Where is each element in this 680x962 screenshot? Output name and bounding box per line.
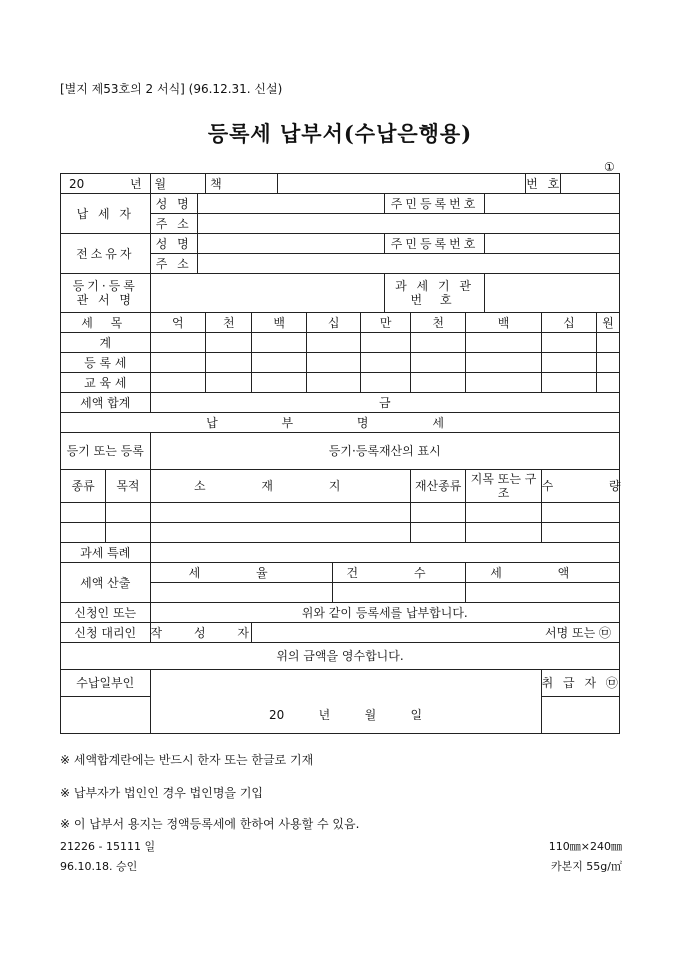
amount-cell[interactable] — [597, 333, 620, 353]
footer-paper: 카본지 55g/㎡ — [550, 860, 622, 873]
calc-count-header: 건 수 — [332, 563, 466, 583]
handler-label: 취 급 자 ㉤ — [541, 670, 619, 697]
calc-rate-header: 세 율 — [150, 563, 332, 583]
detail-cell[interactable] — [466, 503, 541, 523]
note-2: ※ 납부자가 법인인 경우 법인명을 기입 — [60, 786, 264, 800]
registry-office-field[interactable] — [150, 274, 385, 313]
detail-cell[interactable] — [106, 523, 150, 543]
sign-field[interactable] — [252, 623, 620, 643]
unit-8: 십 — [541, 313, 597, 333]
amount-cell[interactable] — [252, 333, 307, 353]
month-label: 월 — [154, 176, 167, 191]
amount-cell[interactable] — [306, 333, 361, 353]
receipt-statement: 위의 금액을 영수합니다. — [61, 643, 620, 670]
registry-office-line-1: 등기·등록 — [72, 279, 138, 293]
amount-cell[interactable] — [410, 373, 466, 393]
amount-cell[interactable] — [541, 373, 597, 393]
footer-size: 110㎜×240㎜ — [548, 840, 622, 853]
receipt-day-label: 일 — [410, 707, 423, 722]
receipt-date-cell — [150, 670, 541, 734]
number-label: 번 호 — [526, 174, 561, 194]
amount-cell[interactable] — [252, 373, 307, 393]
unit-3: 백 — [252, 313, 307, 333]
amount-cell[interactable] — [466, 373, 541, 393]
prev-owner-name-field[interactable] — [197, 234, 384, 254]
applicant-statement: 위와 같이 등록세를 납부합니다. — [150, 603, 619, 623]
note-3: ※ 이 납부서 용지는 정액등록세에 한하여 사용할 수 있음. — [60, 817, 360, 831]
amount-cell[interactable] — [306, 353, 361, 373]
calc-amount-field[interactable] — [466, 583, 620, 603]
total-amount-field[interactable] — [150, 393, 619, 413]
tax-office-line-2: 번 호 — [410, 293, 459, 307]
amount-cell[interactable] — [597, 373, 620, 393]
amount-cell[interactable] — [466, 353, 541, 373]
taxpayer-address-field[interactable] — [197, 214, 619, 234]
amount-cell[interactable] — [361, 353, 410, 373]
stamp-field[interactable] — [61, 697, 151, 734]
year-prefix: 20 — [68, 176, 85, 191]
amount-cell[interactable] — [252, 353, 307, 373]
tax-form-table — [60, 173, 647, 734]
taxpayer-address-label: 주 소 — [150, 214, 197, 234]
calc-rate-field[interactable] — [150, 583, 332, 603]
row-total-label: 계 — [61, 333, 151, 353]
number-value[interactable] — [561, 174, 620, 194]
book-value[interactable] — [278, 174, 526, 194]
footer-code: 21226 - 15111 일 — [60, 840, 156, 853]
prev-owner-id-field[interactable] — [484, 234, 619, 254]
detail-cell[interactable] — [410, 523, 466, 543]
amount-cell[interactable] — [361, 373, 410, 393]
amount-cell[interactable] — [306, 373, 361, 393]
form-reference: [별지 제53호의 2 서식] (96.12.31. 신설) — [60, 82, 283, 96]
applicant-label-2: 신청 대리인 — [61, 623, 151, 643]
handler-field[interactable] — [541, 697, 619, 734]
unit-9: 원 — [597, 313, 620, 333]
purpose-header: 목적 — [106, 470, 150, 503]
asset-kind-header: 재산종류 — [410, 470, 466, 503]
amount-cell[interactable] — [597, 353, 620, 373]
amount-cell[interactable] — [150, 333, 206, 353]
receipt-month-label: 월 — [364, 707, 377, 722]
amount-cell[interactable] — [150, 353, 206, 373]
prev-owner-id-label: 주민등록번호 — [385, 234, 485, 254]
prev-owner-address-label: 주 소 — [150, 254, 197, 274]
detail-cell[interactable] — [61, 523, 106, 543]
book-label: 책 — [210, 176, 222, 191]
calc-amount-header: 세 액 — [466, 563, 620, 583]
detail-cell[interactable] — [61, 503, 106, 523]
circle-mark: ① — [604, 160, 615, 174]
footer-approval: 96.10.18. 승인 — [60, 860, 138, 873]
tax-office-field[interactable] — [484, 274, 619, 313]
unit-2: 천 — [206, 313, 252, 333]
taxpayer-label: 납 세 자 — [61, 194, 151, 234]
reg-display-label: 등기·등록재산의 표시 — [150, 433, 619, 470]
land-type-header: 지목 또는 구조 — [466, 470, 541, 503]
detail-cell[interactable] — [106, 503, 150, 523]
special-field[interactable] — [150, 543, 619, 563]
detail-cell[interactable] — [541, 503, 619, 523]
document-title: 등록세 납부서(수납은행용) — [207, 121, 473, 146]
detail-cell[interactable] — [541, 523, 619, 543]
kind-header: 종류 — [61, 470, 106, 503]
row-registration-tax-label: 등 록 세 — [61, 353, 151, 373]
prev-owner-label: 전소유자 — [61, 234, 151, 274]
receipt-year: 20 — [269, 707, 285, 722]
unit-6: 천 — [410, 313, 466, 333]
calc-label: 세액 산출 — [61, 563, 151, 603]
special-label: 과세 특례 — [61, 543, 151, 563]
calc-count-field[interactable] — [332, 583, 466, 603]
amount-cell[interactable] — [206, 353, 252, 373]
unit-1: 억 — [150, 313, 206, 333]
amount-cell[interactable] — [361, 333, 410, 353]
amount-cell[interactable] — [206, 373, 252, 393]
note-1: ※ 세액합계란에는 반드시 한자 또는 한글로 기재 — [60, 753, 314, 767]
unit-5: 만 — [361, 313, 410, 333]
total-amount-prefix: 금 — [378, 395, 391, 410]
sign-label: 서명 또는 ㉤ — [545, 625, 611, 640]
applicant-label-1: 신청인 또는 — [61, 603, 151, 623]
total-label: 세액 합계 — [61, 393, 151, 413]
receipt-date — [151, 682, 541, 722]
stamp-label: 수납일부인 — [61, 670, 151, 697]
tax-office-line-1: 과 세 기 관 — [395, 279, 474, 293]
quantity-header: 수 량 — [541, 470, 619, 503]
item-column-header: 세 목 — [61, 313, 151, 333]
amount-cell[interactable] — [410, 333, 466, 353]
detail-cell[interactable] — [410, 503, 466, 523]
detail-cell[interactable] — [150, 523, 410, 543]
location-header: 소 재 지 — [150, 470, 410, 503]
amount-cell[interactable] — [206, 333, 252, 353]
prev-owner-name-label: 성 명 — [150, 234, 197, 254]
unit-4: 십 — [306, 313, 361, 333]
amount-cell[interactable] — [150, 373, 206, 393]
receipt-year-label: 년 — [318, 707, 331, 722]
book-cell — [206, 174, 278, 194]
detail-cell[interactable] — [150, 503, 410, 523]
writer-label: 작 성 자 — [150, 623, 252, 643]
section-title: 납 부 명 세 — [61, 413, 620, 433]
year-label: 년 — [130, 176, 142, 191]
registry-office-label — [61, 274, 151, 313]
taxpayer-name-label: 성 명 — [150, 194, 197, 214]
detail-cell[interactable] — [466, 523, 541, 543]
tax-office-label — [385, 274, 485, 313]
month-cell — [150, 174, 206, 194]
amount-cell[interactable] — [466, 333, 541, 353]
taxpayer-id-label: 주민등록번호 — [385, 194, 485, 214]
amount-cell[interactable] — [410, 353, 466, 373]
taxpayer-name-field[interactable] — [197, 194, 384, 214]
year-cell — [61, 174, 151, 194]
prev-owner-address-field[interactable] — [197, 254, 619, 274]
amount-cell[interactable] — [541, 333, 597, 353]
amount-cell[interactable] — [541, 353, 597, 373]
taxpayer-id-field[interactable] — [484, 194, 619, 214]
row-education-tax-label: 교 육 세 — [61, 373, 151, 393]
reg-type-label: 등기 또는 등록 — [61, 433, 151, 470]
unit-7: 백 — [466, 313, 541, 333]
registry-office-line-2: 관 서 명 — [76, 293, 134, 307]
